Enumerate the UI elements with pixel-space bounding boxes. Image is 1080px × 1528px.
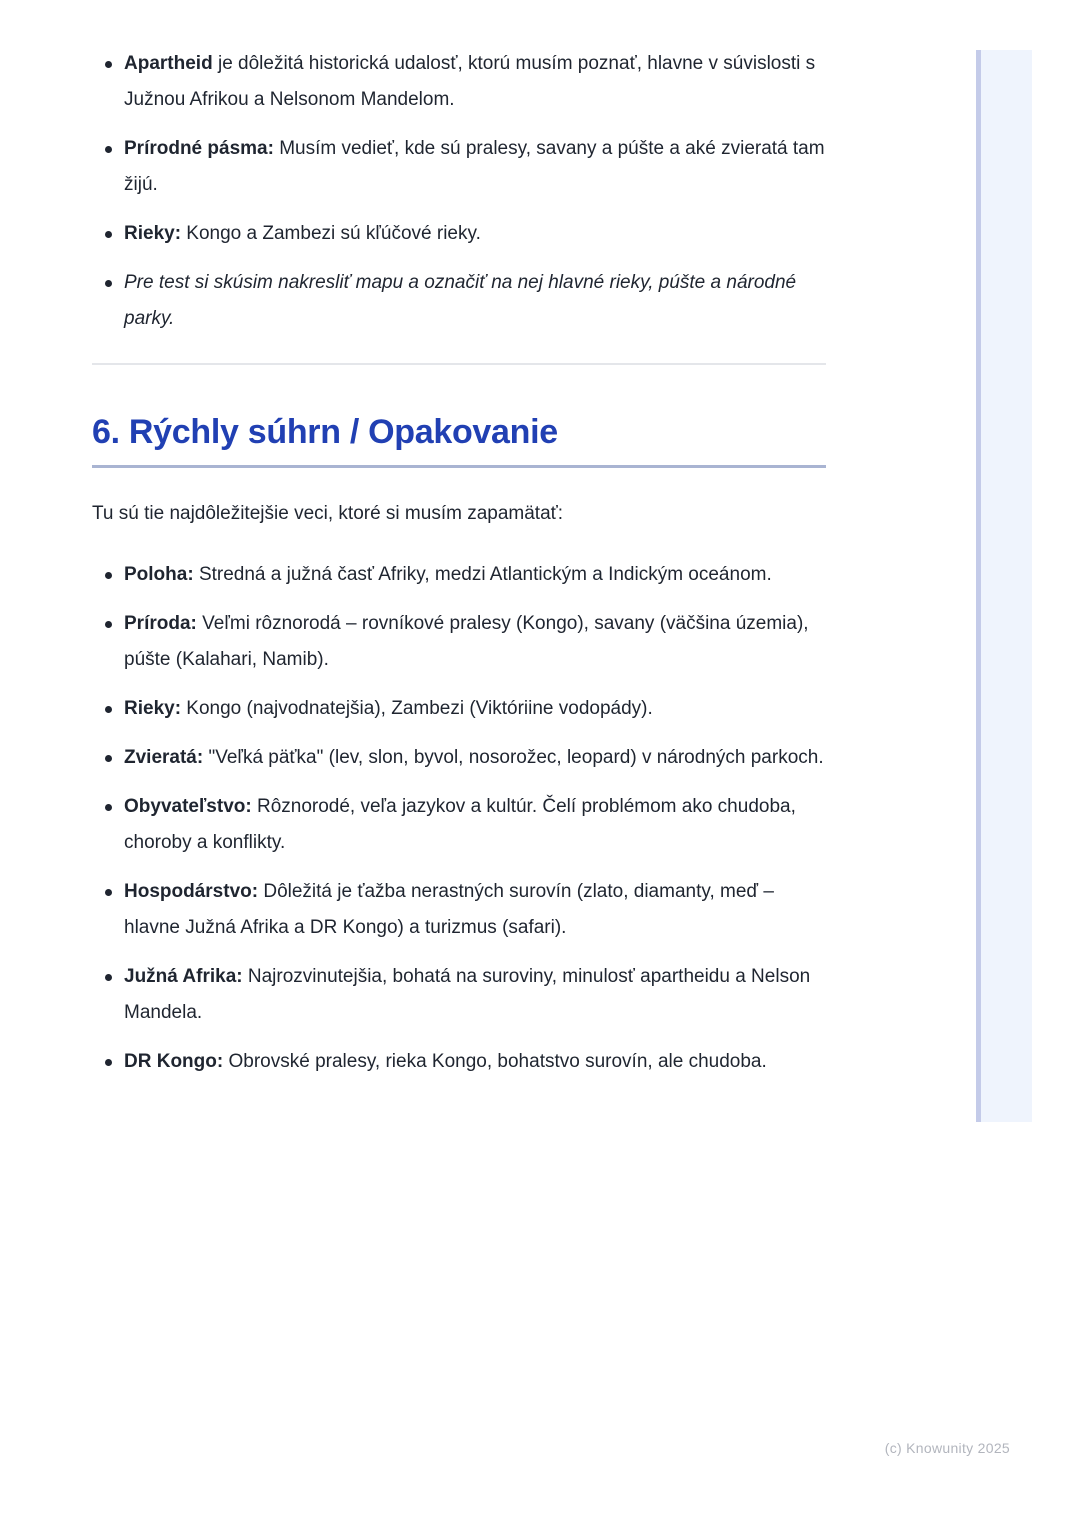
list-item-bold: Rieky: <box>124 698 182 719</box>
bullet-icon <box>105 1059 112 1066</box>
list-item-text: Rôznorodé, veľa jazykov a kultúr. Čelí problémom ako chudoba, choroby a konflikty. <box>124 796 796 853</box>
list-item-bold: Príroda: <box>124 613 197 634</box>
list-item <box>92 265 826 337</box>
bullet-icon <box>105 61 112 68</box>
list-item-text: Kongo (najvodnatejšia), Zambezi (Viktóriine vodopády). <box>181 698 653 719</box>
list-item-bold: Rieky: <box>124 223 182 244</box>
list-item-bold: Obyvateľstvo: <box>124 796 252 817</box>
list-item <box>92 46 826 118</box>
bullet-icon <box>105 755 112 762</box>
document-content <box>92 46 826 1080</box>
list-item-bold: Zvieratá: <box>124 747 204 768</box>
list-item-text: Musím vedieť, kde sú pralesy, savany a púšte a aké zvieratá tam žijú. <box>124 138 825 195</box>
list-item-text: "Veľká päťka" (lev, slon, byvol, nosorožec, leopard) v národných parkoch. <box>203 747 824 768</box>
right-accent-bar <box>976 50 1032 1122</box>
bullet-icon <box>105 280 112 287</box>
list-item-bold: Poloha: <box>124 564 194 585</box>
list-item <box>92 789 826 861</box>
list-item-text: Kongo a Zambezi sú kľúčové rieky. <box>181 223 481 244</box>
list-item-text: Najrozvinutejšia, bohatá na suroviny, minulosť apartheidu a Nelson Mandela. <box>124 966 811 1023</box>
summary-bullet-list <box>92 557 826 1080</box>
heading-underline <box>92 465 826 468</box>
list-item-bold: Apartheid <box>124 53 213 74</box>
section-divider <box>92 363 826 365</box>
list-item-bold: Prírodné pásma: <box>124 138 274 159</box>
copyright-footer: (c) Knowunity 2025 <box>884 1440 1010 1456</box>
list-item <box>92 691 826 727</box>
list-item <box>92 131 826 203</box>
list-item-text: Obrovské pralesy, rieka Kongo, bohatstvo surovín, ale chudoba. <box>223 1051 767 1072</box>
list-item <box>92 1044 826 1080</box>
section-intro: Tu sú tie najdôležitejšie veci, ktoré si musím zapamätať: <box>92 503 564 524</box>
list-item <box>92 606 826 678</box>
list-item-bold: DR Kongo: <box>124 1051 224 1072</box>
list-item-bold: Južná Afrika: <box>124 966 243 987</box>
bullet-icon <box>105 974 112 981</box>
bullet-icon <box>105 889 112 896</box>
section-heading: 6. Rýchly súhrn / Opakovanie <box>92 413 558 451</box>
list-item-text: Dôležitá je ťažba nerastných surovín (zlato, diamanty, meď – hlavne Južná Afrika a DR Kongo) a turizmus (safari). <box>124 881 774 938</box>
bullet-icon <box>105 146 112 153</box>
bullet-icon <box>105 231 112 238</box>
list-item-text: Pre test si skúsim nakresliť mapu a označiť na nej hlavné rieky, púšte a národné parky. <box>124 272 797 329</box>
top-bullet-list <box>92 46 826 337</box>
bullet-icon <box>105 804 112 811</box>
bullet-icon <box>105 621 112 628</box>
list-item <box>92 874 826 946</box>
list-item <box>92 216 826 252</box>
bullet-icon <box>105 706 112 713</box>
list-item <box>92 959 826 1031</box>
list-item-bold: Hospodárstvo: <box>124 881 259 902</box>
list-item-text: je dôležitá historická udalosť, ktorú musím poznať, hlavne v súvislosti s Južnou Afrikou a Nelsonom Mandelom. <box>124 53 816 110</box>
list-item-text: Stredná a južná časť Afriky, medzi Atlantickým a Indickým oceánom. <box>193 564 772 585</box>
list-item <box>92 557 826 593</box>
list-item <box>92 740 826 776</box>
bullet-icon <box>105 572 112 579</box>
list-item-text: Veľmi rôznorodá – rovníkové pralesy (Kongo), savany (väčšina územia), púšte (Kalahari, Namib). <box>124 613 809 670</box>
